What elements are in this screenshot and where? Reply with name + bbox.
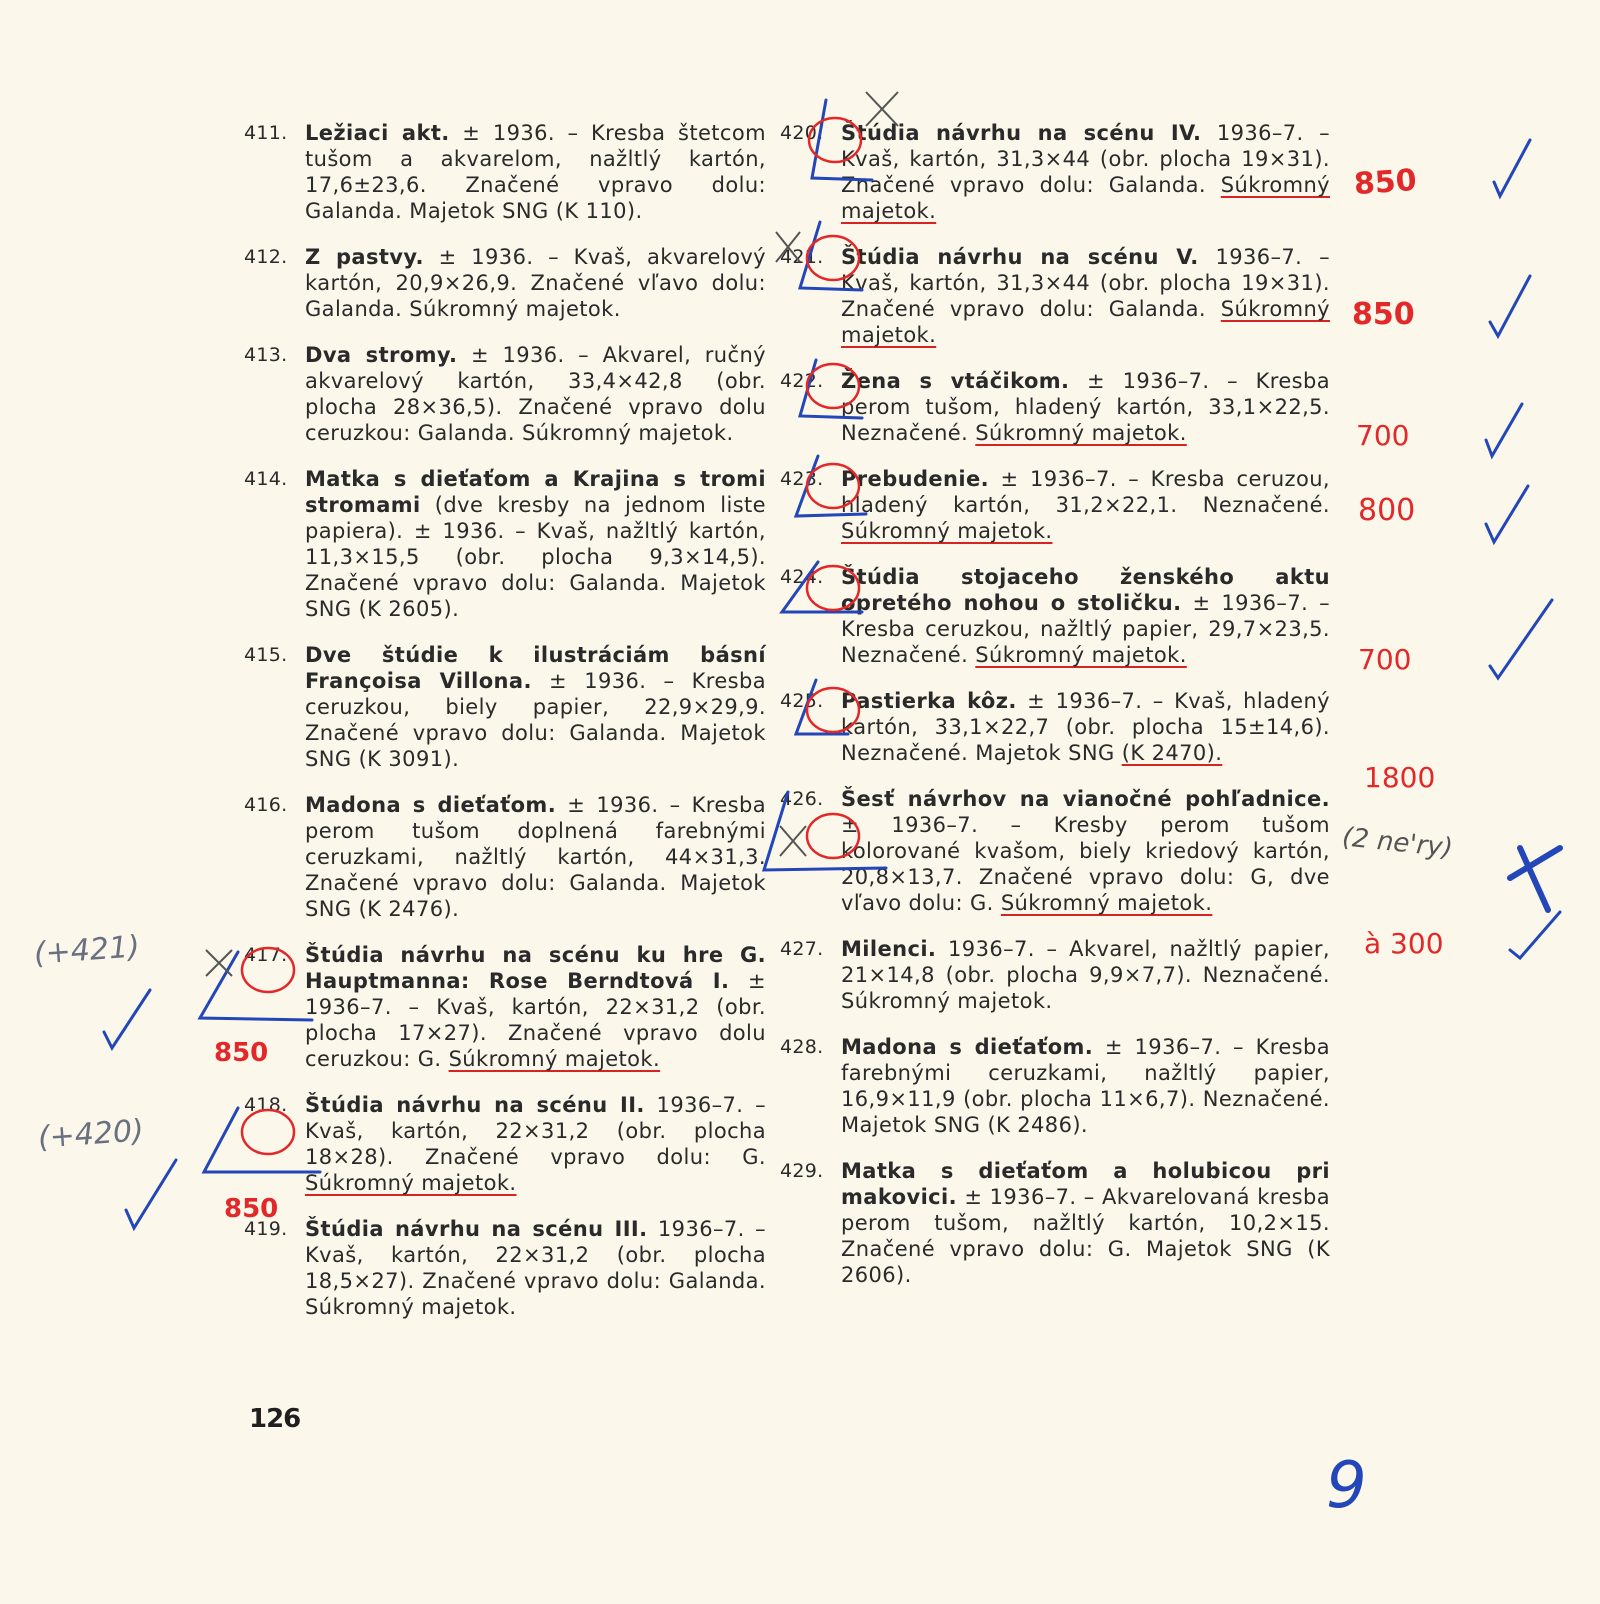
entry-text: ± 1936. – Kvaš, akvarelový kartón, 20,9×26,9. Značené vľavo dolu: Galanda. Súkromný majetok.	[305, 245, 766, 321]
x-mark-icon	[206, 950, 232, 976]
entry-body	[841, 564, 1330, 668]
entry-title: Štúdia návrhu na scénu ku hre G. Hauptmanna: Rose Berndtová I.	[305, 943, 766, 993]
check-mark-icon	[1510, 848, 1560, 910]
catalog-entry	[780, 368, 1330, 446]
catalog-entry	[780, 688, 1330, 766]
price-420: 850	[1352, 162, 1418, 203]
price-424: 700	[1358, 643, 1412, 676]
check-mark-icon	[1510, 912, 1560, 958]
entry-body	[841, 786, 1330, 916]
check-mark-icon	[1494, 140, 1530, 196]
check-mark-icon	[1486, 404, 1522, 456]
entry-title: Šesť návrhov na vianočné pohľadnice.	[841, 787, 1330, 811]
entry-number: 419.	[244, 1218, 288, 1240]
entry-text: ± 1936. – Akvarel, ručný akvarelový kartón, 33,4×42,8 (obr. plocha 28×36,5). Značené vpravo dolu ceruzkou: Galanda. Súkromný majetok.	[305, 343, 766, 445]
price-422: 700	[1356, 419, 1410, 452]
price-425: 1800	[1364, 761, 1436, 794]
entry-text: ± 1936–7. – Kresba ceruzkou, nažltlý papier, 29,7×23,5. Neznačené.	[841, 591, 1331, 667]
catalog-entry	[244, 466, 766, 622]
entry-owner-underlined: Súkromný majetok.	[975, 421, 1187, 445]
check-mark-icon	[126, 1160, 176, 1228]
entry-text: ± 1936–7. – Kresby perom tušom kolorované kvašom, biely kriedový kartón, 20,8×13,7. Značené vpravo dolu: G, dve vľavo dolu: G.	[841, 813, 1330, 915]
entry-text: ± 1936–7. – Kresba perom tušom, hladený kartón, 33,1×22,5. Neznačené.	[841, 369, 1330, 445]
entry-number: 411.	[244, 122, 288, 144]
catalog-entry	[244, 342, 766, 446]
entry-text: ± 1936. – Kresba štetcom tušom a akvarelom, nažltlý kartón, 17,6±23,6. Značené vpravo dolu: Galanda. Majetok SNG (K 110).	[305, 121, 766, 223]
entry-title: Z pastvy.	[305, 245, 424, 269]
entry-text: ± 1936–7. – Kresba farebnými ceruzkami, nažltlý papier, 16,9×11,9 (obr. plocha 11×6,7). Neznačené. Majetok SNG (K 2486).	[841, 1035, 1330, 1137]
entry-title: Dve štúdie k ilustráciám básní Françoisa Villona.	[305, 643, 766, 693]
entry-number: 415.	[244, 644, 288, 666]
entry-number: 428.	[780, 1036, 824, 1058]
entry-text: 1936–7. – Kvaš, kartón, 22×31,2 (obr. plocha 18,5×27). Značené vpravo dolu: Galanda. Súkromný majetok.	[305, 1217, 766, 1319]
entry-owner-underlined: Súkromný majetok.	[841, 297, 1330, 347]
note-418: (+420)	[36, 1113, 145, 1156]
entry-title: Milenci.	[841, 937, 937, 961]
entry-text: ± 1936–7. – Akvarelovaná kresba perom tušom, nažltlý kartón, 10,2×15. Značené vpravo dolu: G. Majetok SNG (K 2606).	[841, 1185, 1330, 1287]
entry-title: Štúdia stojaceho ženského aktu opretého nohou o stoličku.	[841, 565, 1330, 615]
entry-text: 1936–7. – Kvaš, kartón, 22×31,2 (obr. plocha 18×28). Značené vpravo dolu: G.	[305, 1093, 766, 1169]
entry-body	[305, 120, 766, 224]
price-423: 800	[1358, 493, 1416, 528]
entry-number: 414.	[244, 468, 288, 490]
catalog-entry	[780, 564, 1330, 668]
entry-body	[305, 244, 766, 322]
catalog-entry	[244, 642, 766, 772]
check-mark-icon	[1490, 600, 1552, 678]
entry-body	[841, 466, 1330, 544]
left-column	[244, 120, 766, 1340]
check-mark-icon	[1490, 276, 1530, 336]
entry-number: 425.	[780, 690, 824, 712]
entry-number: 420.	[780, 122, 824, 144]
entry-title: Štúdia návrhu na scénu III.	[305, 1217, 648, 1241]
entry-body	[305, 942, 766, 1072]
entry-title: Ležiaci akt.	[305, 121, 450, 145]
entry-owner-underlined: Súkromný majetok.	[1000, 891, 1213, 915]
entry-title: Prebudenie.	[841, 467, 990, 491]
catalog-entry	[244, 244, 766, 322]
catalog-entry	[780, 936, 1330, 1014]
entry-text: 1936–7. – Kvaš, kartón, 31,3×44 (obr. plocha 19×31). Značené vpravo dolu: Galanda.	[841, 121, 1330, 197]
entry-title: Štúdia návrhu na scénu II.	[305, 1093, 645, 1117]
note-417: (+421)	[32, 929, 141, 972]
catalog-entry	[244, 1216, 766, 1320]
price-421: 850	[1352, 297, 1415, 332]
entry-number: 426.	[780, 788, 824, 810]
entry-text: ± 1936. – Kresba ceruzkou, biely papier, 22,9×29,9. Značené vpravo dolu: Galanda. Majetok SNG (K 3091).	[305, 669, 767, 771]
entry-number: 412.	[244, 246, 288, 268]
entry-body	[305, 792, 766, 922]
entry-title: Madona s dieťaťom.	[841, 1035, 1094, 1059]
entry-body	[841, 1034, 1330, 1138]
catalog-entry	[780, 466, 1330, 544]
entry-body	[841, 1158, 1330, 1288]
entry-body	[305, 1216, 766, 1320]
entry-number: 416.	[244, 794, 288, 816]
entry-number: 418.	[244, 1094, 288, 1116]
entry-owner-underlined: (K 2470).	[1121, 741, 1223, 765]
entry-body	[305, 642, 766, 772]
entry-body	[841, 244, 1330, 348]
entry-body	[841, 688, 1330, 766]
catalog-entry	[244, 942, 766, 1072]
entry-number: 427.	[780, 938, 824, 960]
entry-owner-underlined: Súkromný majetok.	[975, 643, 1187, 667]
catalog-entry	[780, 1158, 1330, 1288]
entry-number: 417.	[244, 944, 288, 966]
entry-number: 424.	[780, 566, 824, 588]
entry-body	[841, 368, 1330, 446]
entry-text: 1936–7. – Akvarel, nažltlý papier, 21×14,8 (obr. plocha 9,9×7,7). Neznačené. Súkromný majetok.	[841, 937, 1330, 1013]
entry-title: Matka s dieťaťom a holubicou pri makovici.	[841, 1159, 1330, 1209]
check-mark-icon	[104, 990, 150, 1048]
catalog-entry	[244, 792, 766, 922]
catalog-entry	[780, 120, 1330, 224]
entry-text: ± 1936–7. – Kvaš, kartón, 22×31,2 (obr. plocha 17×27). Značené vpravo dolu ceruzkou: G.	[305, 969, 766, 1071]
entry-number: 422.	[780, 370, 824, 392]
entry-number: 421.	[780, 246, 824, 268]
entry-owner-underlined: Súkromný majetok.	[841, 519, 1053, 543]
entry-body	[841, 120, 1330, 224]
entry-body	[305, 466, 766, 622]
entry-body	[841, 936, 1330, 1014]
entry-title: Dva stromy.	[305, 343, 458, 367]
entry-text: ± 1936–7. – Kvaš, hladený kartón, 33,1×22,7 (obr. plocha 15±14,6). Neznačené. Majetok SNG	[841, 689, 1330, 765]
entry-text: 1936–7. – Kvaš, kartón, 31,3×44 (obr. plocha 19×31). Značené vpravo dolu: Galanda.	[841, 245, 1330, 321]
catalog-entry	[244, 120, 766, 224]
price-418: 850	[224, 1194, 279, 1224]
right-column	[780, 120, 1330, 1308]
catalog-entry	[244, 1092, 766, 1196]
entry-number: 423.	[780, 468, 824, 490]
catalog-entry	[780, 1034, 1330, 1138]
entry-owner-underlined: Súkromný majetok.	[305, 1171, 517, 1195]
entry-number: 429.	[780, 1160, 824, 1182]
price-426: à 300	[1364, 927, 1444, 960]
corner-mark: 9	[1326, 1449, 1367, 1523]
price-417: 850	[214, 1038, 269, 1068]
catalog-entry	[780, 786, 1330, 916]
entry-title: Madona s dieťaťom.	[305, 793, 557, 817]
entry-text: ± 1936–7. – Kresba ceruzou, hladený kartón, 31,2×22,1. Neznačené.	[841, 467, 1330, 517]
entry-title: Štúdia návrhu na scénu V.	[841, 245, 1199, 269]
entry-body	[305, 342, 766, 446]
catalog-entry	[780, 244, 1330, 348]
entry-owner-underlined: Súkromný majetok.	[841, 173, 1330, 223]
entry-number: 413.	[244, 344, 288, 366]
entry-title: Štúdia návrhu na scénu IV.	[841, 121, 1202, 145]
entry-title: Matka s dieťaťom a Krajina s tromi stromami	[305, 467, 766, 517]
note-426: (2 ne'ry)	[1340, 822, 1455, 864]
entry-title: Pastierka kôz.	[841, 689, 1017, 713]
entry-title: Žena s vtáčikom.	[841, 369, 1070, 393]
entry-text: (dve kresby na jednom liste papiera). ± 1936. – Kvaš, nažltlý kartón, 11,3×15,5 (obr. plocha 9,3×14,5). Značené vpravo dolu: Galanda. Majetok SNG (K 2605).	[305, 493, 766, 621]
page-number: 126	[249, 1404, 301, 1434]
check-mark-icon	[1486, 486, 1528, 542]
entry-owner-underlined: Súkromný majetok.	[448, 1047, 661, 1071]
entry-text: ± 1936. – Kresba perom tušom doplnená farebnými ceruzkami, nažltlý kartón, 44×31,3. Značené vpravo dolu: Galanda. Majetok SNG (K 2476).	[305, 793, 766, 921]
entry-body	[305, 1092, 766, 1196]
